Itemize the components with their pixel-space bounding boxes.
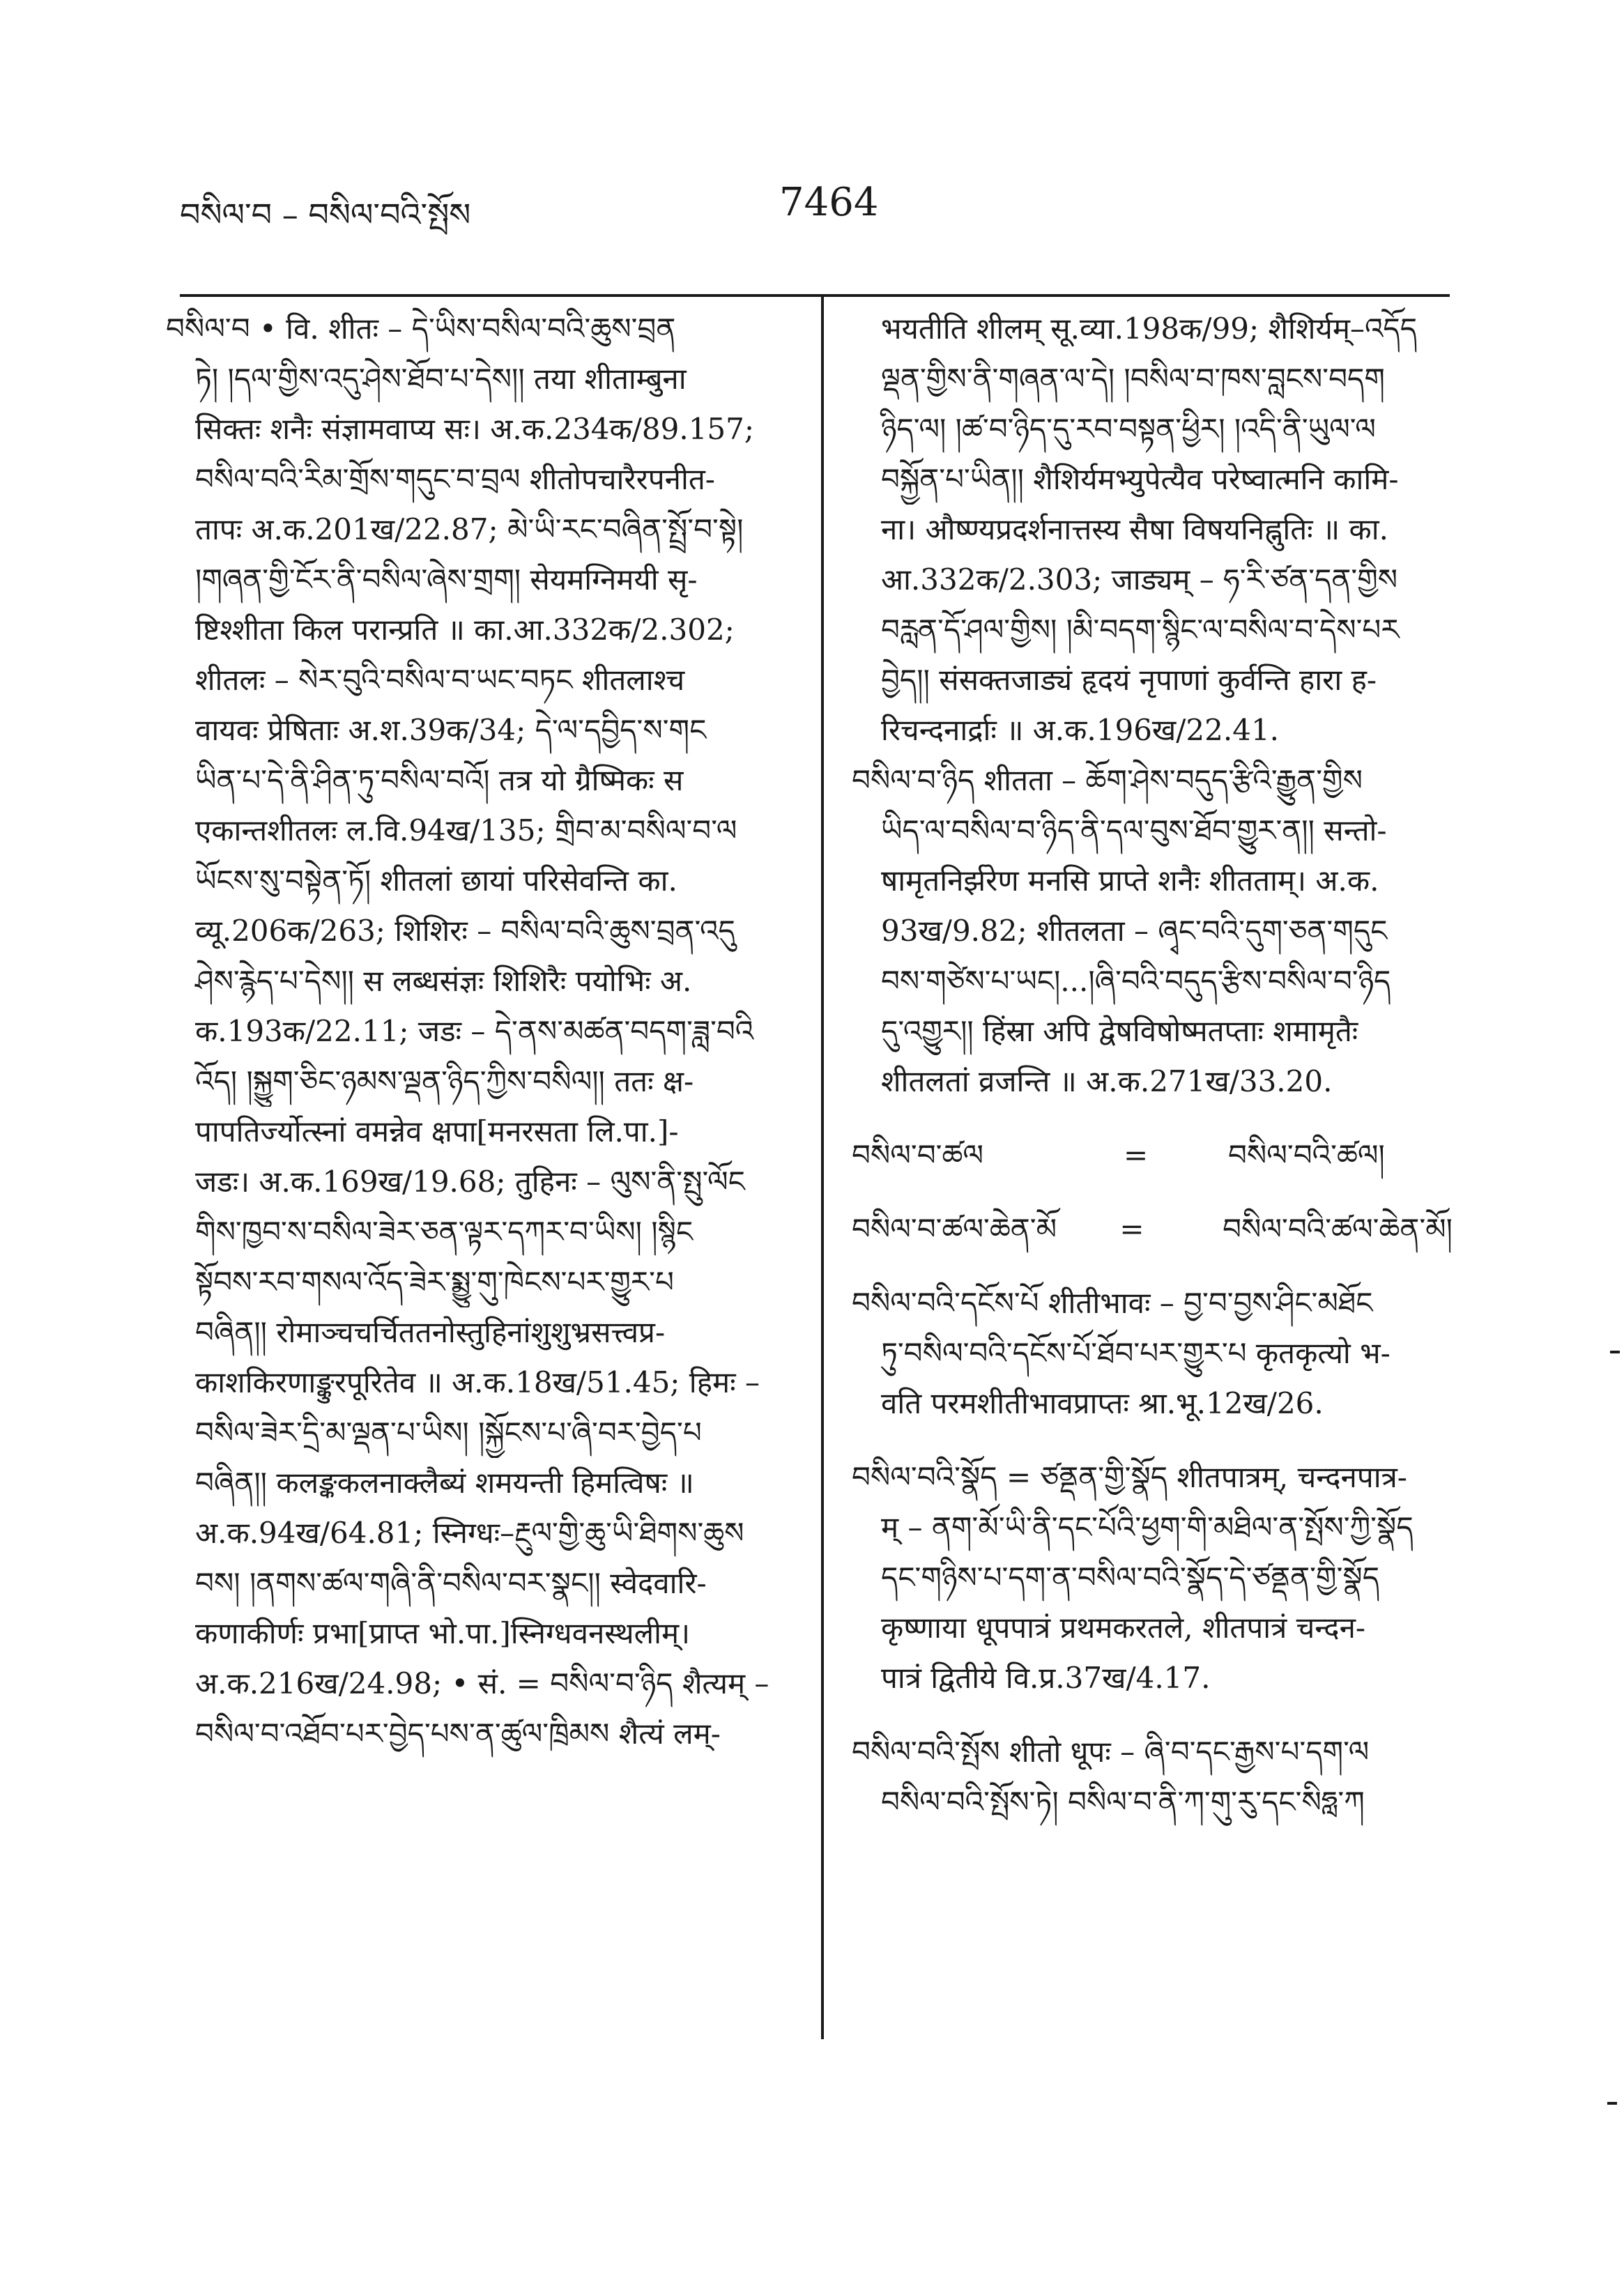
right-column	[852, 304, 1453, 1827]
cross-reference	[852, 1130, 1453, 1181]
xref-equals: =	[1119, 1212, 1144, 1246]
text-line: वायवः प्रेषिताः अ.श.39क/34; དེ་ལ་དབྱིད་ས་གང	[195, 713, 707, 747]
entry-headword-line: བསིལ་བ་ཉིད शीतता – ཆོག་ཤེས་བདུད་རྩིའི་རྒྱུན་གྱིས	[852, 763, 1363, 797]
text-line: བཞིན།། कलङ्ककलनाक्लैब्यं शमयन्ती हिमत्विषः ॥	[195, 1466, 694, 1500]
text-line: षामृतनिर्झरेण मनसि प्राप्ते शनैः शीतताम्। अ.क.	[881, 863, 1379, 898]
text-line: कृष्णाया धूपपात्रं प्रथमकरतले, शीतपात्रं चन्दन-	[881, 1611, 1366, 1645]
page-number: 7464	[779, 180, 879, 225]
text-line: ना। औष्ण्यप्रदर्शनात्तस्य सैषा विषयनिह्नुतिः ॥ का.	[881, 512, 1388, 546]
text-line: ཡོངས་སུ་བསྟེན་ཏོ། शीतलां छायां परिसेवन्ति का.	[195, 863, 677, 898]
text-line: म् – ནག་མོ་ཡི་ནི་དང་པོའི་ཕྱག་གི་མཐིལ་ན་སྤོས་ཀྱི་སྣོད	[881, 1510, 1414, 1544]
text-line: བས་གཙེས་པ་ཡང།...།ཞི་བའི་བདུད་རྩིས་བསིལ་བ་ཉིད	[881, 964, 1391, 998]
xref-target: བསིལ་བའི་ཚལ་ཆེན་མོ།	[1223, 1212, 1453, 1246]
text-line: བཞིན།། रोमाञ्चचर्चिततनोस्तुहिनांशुशुभ्रसत्त्वप्र-	[195, 1315, 666, 1349]
xref-target: བསིལ་བའི་ཚལ།	[1228, 1138, 1385, 1172]
xref-headword: བསིལ་བ་ཚལ	[852, 1138, 984, 1172]
text-line: जडः। अ.क.169ख/19.68; तुहिनः – ལུས་ནི་སྤུ་ལོང	[195, 1165, 745, 1199]
text-line: ཏེ། །དལ་གྱིས་འདུ་ཤེས་ཐོབ་པ་དེས།། तया शीताम्बुना	[195, 362, 687, 396]
text-line: བས། །ནགས་ཚལ་གཞི་ནི་བསིལ་བར་སྣང།། स्वेदवारि-	[195, 1566, 707, 1600]
text-line: བསྐྱོན་པ་ཡིན།། शैशिर्यमभ्युपेत्यैव परेष्वात्मनि कामि-	[881, 462, 1399, 496]
text-line: काशकिरणाङ्कुरपूरितेव ॥ अ.क.18ख/51.45; हिमः –	[195, 1365, 760, 1399]
text-line: क.193क/22.11; जडः – དེ་ནས་མཚན་བདག་ཟླ་བའི	[195, 1014, 754, 1048]
text-line: བསིལ་བའི་རིམ་གྲོས་གདུང་བ་བྲལ शीतोपचारैरपनीत-	[195, 462, 715, 496]
entry-headword-line: བསིལ་བའི་དངོས་པོ शीतीभावः – བྱ་བ་བྱས་ཤིང་མཐོང	[852, 1286, 1373, 1320]
running-head: བསིལ་བ – བསིལ་བའི་སྤོས	[180, 196, 471, 233]
text-line: བསིལ་བ • वि. शीतः – དེ་ཡིས་བསིལ་བའི་ཆུས་བྲན	[166, 312, 676, 346]
text-line: वति परमशीतीभावप्राप्तः श्रा.भू.12ख/26.	[881, 1386, 1324, 1420]
text-line: शीतलः – སེར་བུའི་བསིལ་བ་ཡང་བཏང शीतलाश्च	[195, 663, 685, 697]
text-line: अ.क.94ख/64.81; स्निग्धः–རྔུལ་གྱི་ཆུ་ཡི་ཐིགས་ཆུས	[195, 1516, 744, 1550]
text-line: བསིལ་བའི་སྤོས་ཏེ། བསིལ་བ་ནི་ཀ་གུ་རུ་དང་སིཧླ་ཀ	[881, 1785, 1365, 1819]
text-line: तापः अ.क.201ख/22.87; མེ་ཡི་རང་བཞིན་སྤྲོ་བ་སྟེ།	[195, 512, 744, 546]
text-line: ལྡན་གྱིས་ནི་གཞན་ལ་དེ། །བསིལ་བ་ཁས་བླངས་བདག	[881, 362, 1385, 396]
text-line: भयतीति शीलम् सू.व्या.198क/99; शैशिर्यम्–འདོད	[881, 312, 1418, 346]
entry-headword-line: བསིལ་བའི་སྤོས शीतो धूपः – ཞི་བ་དང་རྒྱས་པ་དག་ལ	[852, 1735, 1370, 1769]
scan-mark	[1610, 1351, 1620, 1353]
text-line: रिचन्दनार्द्राः ॥ अ.क.196ख/22.41.	[881, 713, 1280, 747]
text-line: བརླན་དོ་ཤལ་གྱིས། །མི་བདག་སྙིང་ལ་བསིལ་བ་དེས་པར	[881, 613, 1400, 647]
text-line: कणाकीर्णः प्रभा[प्राप्त भो.पा.]स्निग्धवनस्थलीम्।	[195, 1616, 691, 1650]
text-line: བསིལ་ཟེར་དྲི་མ་ལྡན་པ་ཡིས། །སྐྱོངས་པ་ཞི་བར་བྱེད་པ	[195, 1415, 702, 1450]
text-line: आ.332क/2.303; जाड्यम् – ཧ་རི་ཙན་དན་གྱིས	[881, 562, 1398, 597]
text-line: पापतिर्ज्योत्स्नां वमन्नेव क्षपा[मनरसता लि.पा.]-	[195, 1114, 679, 1149]
text-line: ཡིད་ལ་བསིལ་བ་ཉིད་ནི་དལ་བུས་ཐོབ་གྱུར་ན།། सन्तो-	[881, 813, 1387, 847]
text-line: ཡིན་པ་དེ་ནི་ཤིན་ཏུ་བསིལ་བའོ། तत्र यो ग्रैष्मिकः स	[195, 763, 684, 797]
text-line: शीतलतां व्रजन्ति ॥ अ.क.271ख/33.20.	[881, 1064, 1333, 1098]
xref-equals: =	[1124, 1138, 1149, 1172]
text-line: व्यू.206क/263; शिशिरः – བསིལ་བའི་ཆུས་བྲན་འདུ	[195, 914, 735, 948]
text-line: एकान्तशीतलः ल.वि.94ख/135; གྲིབ་མ་བསིལ་བ་ལ	[195, 813, 737, 847]
text-line: དང་གཉིས་པ་དག་ན་བསིལ་བའི་སྣོད་དེ་ཙནྡན་གྱི་སྣོད	[881, 1560, 1380, 1595]
scan-mark	[1607, 2102, 1617, 2105]
cross-reference	[852, 1204, 1453, 1254]
text-line: ཉིད་ལ། །ཚ་བ་ཉིད་དུ་རབ་བསྟན་ཕྱིར། །འདི་ནི་ཡུལ་ལ	[881, 412, 1376, 446]
header-rule	[180, 294, 1450, 297]
column-divider	[821, 297, 824, 2039]
text-line: सिक्तः शनैः संज्ञामवाप्य सः। अ.क.234क/89.157;	[195, 412, 755, 446]
text-line: །གཞན་གྱི་ངོར་ནི་བསིལ་ཞེས་གྲག། सेयमग्निमयी सृ-	[195, 562, 698, 597]
text-line: अ.क.216ख/24.98; • सं. = བསིལ་བ་ཉིད शैत्यम् –	[195, 1666, 769, 1700]
text-line: ष्टिश्शीता किल परान्प्रति ॥ का.आ.332क/2.302;	[195, 613, 735, 647]
text-line: पात्रं द्वितीये वि.प्र.37ख/4.17.	[881, 1661, 1211, 1695]
text-line: སྟོབས་རབ་གསལ་འོད་ཟེར་སྨྱུ་གུ་ཁེངས་པར་གྱུར་པ	[195, 1265, 674, 1299]
text-line: བསིལ་བ་འཐོབ་པར་བྱེད་པས་ན་ཚུལ་ཁྲིམས शैत्यं लम्-	[195, 1717, 721, 1751]
text-line: འོད། །སྐྱུག་ཅིང་ཉམས་ལྡན་ཉིད་ཀྱིས་བསིལ།། ततः क्ष-	[195, 1064, 694, 1098]
xref-headword: བསིལ་བ་ཚལ་ཆེན་མོ	[852, 1212, 1057, 1246]
left-column	[166, 304, 793, 1759]
text-line: དུ་འགྱུར།། हिंस्रा अपि द्वेषविषोष्मतप्ताः शमामृतैः	[881, 1014, 1358, 1048]
text-line: ཤེས་རྙེད་པ་དེས།། स लब्धसंज्ञः शिशिरैः पयोभिः अ.	[195, 964, 692, 998]
entry-headword-line: བསིལ་བའི་སྣོད = ཙནྡན་གྱི་སྣོད शीतपात्रम्, चन्दनपात्र-	[852, 1460, 1407, 1494]
text-line: བྱེད།། संसक्तजाड्यं हृदयं नृपाणां कुर्वन्ति हारा ह-	[881, 663, 1377, 697]
text-line: ཏུ་བསིལ་བའི་དངོས་པོ་ཐོབ་པར་གྱུར་པ कृतकृत्यो भ-	[881, 1336, 1391, 1370]
text-line: གིས་ཁྱབ་ས་བསིལ་ཟེར་ཅན་ལྟར་དཀར་བ་ཡིས། །སྙིང	[195, 1215, 694, 1249]
text-line: 93ख/9.82; शीतलता – ཞྭང་བའི་དུག་ཅན་གདུང	[881, 914, 1388, 948]
